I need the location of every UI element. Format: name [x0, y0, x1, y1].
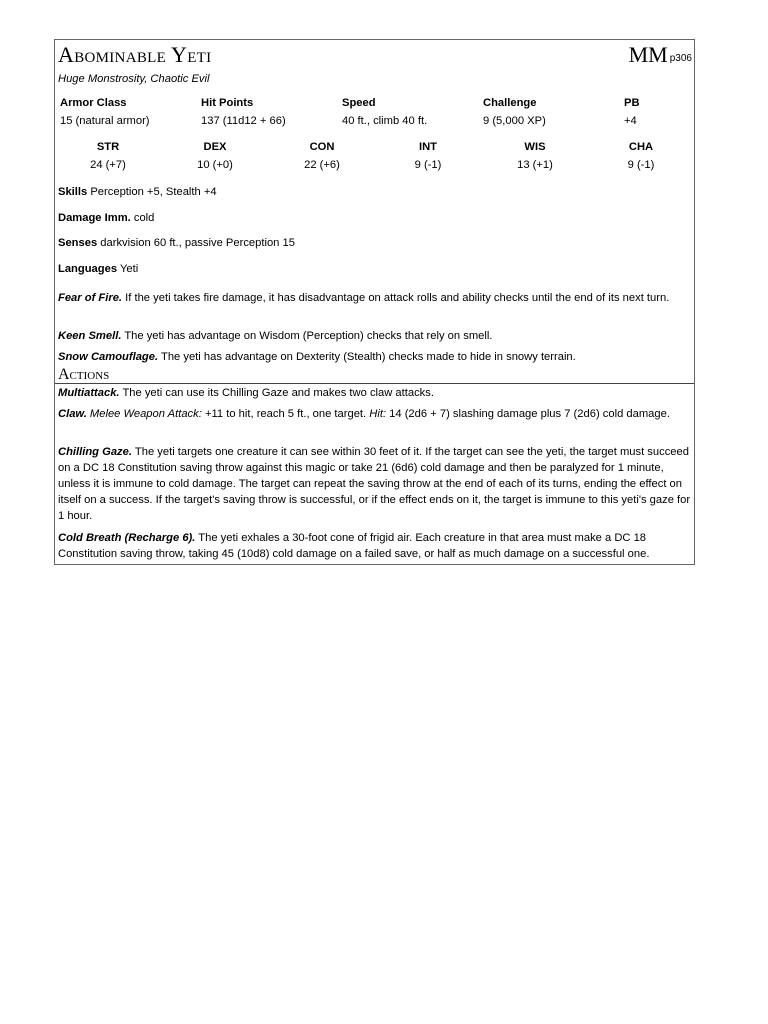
ability-score-cha: 9 (-1): [627, 159, 655, 171]
ability-name-str: STR: [96, 141, 120, 153]
ability-name-dex: DEX: [203, 141, 227, 153]
trait-name: Snow Camouflage.: [58, 351, 159, 363]
monster-name: Abominable Yeti: [58, 42, 212, 67]
speed-label: Speed: [342, 97, 376, 109]
armor-class-value: 15 (natural armor): [60, 115, 150, 127]
ability-name-cha: CHA: [628, 141, 654, 153]
action-name: Chilling Gaze.: [58, 446, 132, 458]
trait-snow-camouflage: [58, 349, 692, 365]
senses-line: [58, 235, 692, 251]
stat-block: [54, 39, 695, 565]
proficiency-bonus-label: PB: [624, 97, 640, 109]
senses-value: darkvision 60 ft., passive Perception 15: [100, 237, 295, 249]
trait-name: Fear of Fire.: [58, 292, 123, 304]
trait-name: Keen Smell.: [58, 330, 122, 342]
action-name: Cold Breath (Recharge 6).: [58, 532, 196, 544]
ability-score-wis: 13 (+1): [517, 159, 553, 171]
ability-score-dex: 10 (+0): [197, 159, 233, 171]
action-multiattack: [58, 385, 692, 401]
ability-name-int: INT: [418, 141, 438, 153]
source-reference: [629, 42, 692, 72]
skills-label: Skills: [58, 186, 88, 198]
damage-immunities-line: [58, 210, 692, 226]
trait-text: If the yeti takes fire damage, it has disadvantage on attack rolls and ability checks until the end of its next turn.: [125, 292, 670, 304]
action-text: The yeti can use its Chilling Gaze and makes two claw attacks.: [122, 387, 434, 399]
skills-value: Perception +5, Stealth +4: [90, 186, 217, 198]
trait-text: The yeti has advantage on Dexterity (Stealth) checks made to hide in snowy terrain.: [160, 351, 576, 363]
hit-text: 14 (2d6 + 7) slashing damage plus 7 (2d6) cold damage.: [389, 408, 670, 420]
challenge-label: Challenge: [483, 97, 537, 109]
action-claw: [58, 406, 692, 422]
hit-label: Hit:: [369, 408, 387, 420]
damage-immunities-label: Damage Imm.: [58, 212, 131, 224]
monster-subtitle: Huge Monstrosity, Chaotic Evil: [58, 73, 210, 85]
trait-fear-of-fire: [58, 290, 692, 306]
damage-immunities-value: cold: [133, 212, 155, 224]
languages-label: Languages: [58, 263, 118, 275]
source-page: p306: [669, 53, 692, 64]
ability-name-wis: WIS: [524, 141, 546, 153]
armor-class-label: Armor Class: [60, 97, 127, 109]
ability-name-con: CON: [309, 141, 335, 153]
speed-value: 40 ft., climb 40 ft.: [342, 115, 428, 127]
actions-heading: Actions: [58, 366, 110, 383]
action-cold-breath: [58, 530, 692, 562]
action-text: The yeti exhales a 30-foot cone of frigid air. Each creature in that area must make a DC 18 Constitution saving throw, taking 45 (10d8) cold damage on a failed save, or half as much damage on a successful one.: [58, 532, 650, 560]
challenge-value: 9 (5,000 XP): [483, 115, 546, 127]
languages-value: Yeti: [119, 263, 139, 275]
actions-divider: [55, 383, 694, 384]
attack-text: +11 to hit, reach 5 ft., one target.: [204, 408, 367, 420]
skills-line: [58, 184, 692, 200]
ability-score-con: 22 (+6): [304, 159, 340, 171]
ability-score-int: 9 (-1): [414, 159, 442, 171]
proficiency-bonus-value: +4: [624, 115, 637, 127]
source-book: MM: [628, 42, 668, 67]
ability-score-str: 24 (+7): [90, 159, 126, 171]
trait-keen-smell: [58, 328, 692, 344]
action-name: Multiattack.: [58, 387, 120, 399]
action-chilling-gaze: [58, 444, 692, 524]
action-text: The yeti targets one creature it can see within 30 feet of it. If the target can see the yeti, the target must succeed on a DC 18 Constitution saving throw against this magic or take 21 (6d6) cold damage and then be paralyzed for 1 minute, unless it is immune to cold damage. The target can repeat the saving throw at the end of each of its turns, ending the effect on itself on a success. If the target's saving throw is successful, or if the effect ends on it, the target is immune to this yeti's gaze for 1 hour.: [58, 446, 691, 522]
hit-points-label: Hit Points: [201, 97, 254, 109]
action-name: Claw.: [58, 408, 87, 420]
languages-line: [58, 261, 692, 277]
hit-points-value: 137 (11d12 + 66): [201, 115, 286, 127]
senses-label: Senses: [58, 237, 98, 249]
trait-text: The yeti has advantage on Wisdom (Perception) checks that rely on smell.: [124, 330, 493, 342]
attack-type: Melee Weapon Attack:: [89, 408, 202, 420]
